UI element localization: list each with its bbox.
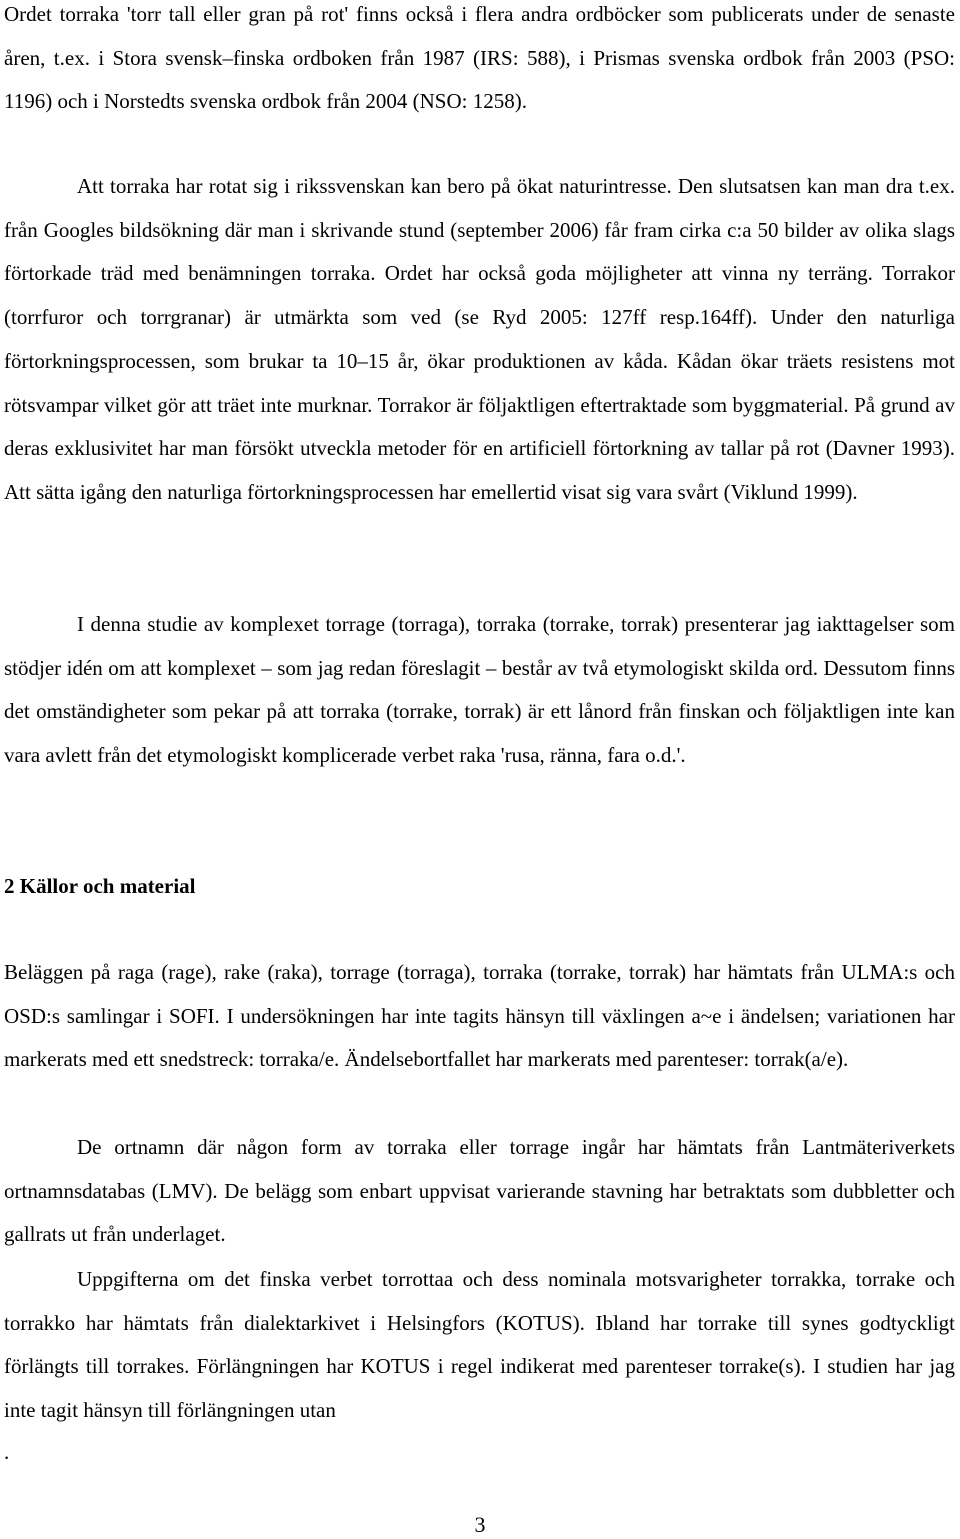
paragraph-sources-kotus: Uppgifterna om det finska verbet torrottaa och dess nominala motsvarigheter torrakka, torrake och torrakko har hämtats från dialektarkivet i Helsingfors (KOTUS). Ibland har torrake till synes godtyckligt förlängts till torrakes. Förlängningen har KOTUS i regel indikerat med parenteser torrake(s). I studien har jag inte tagit hänsyn till förlängningen utan	[4, 1267, 955, 1423]
paragraph-torraka-spread: Att torraka har rotat sig i rikssvenskan kan bero på ökat naturintresse. Den slutsatsen kan man dra t.ex. från Googles bildsökning där man i skrivande stund (september 2006) får fram cirka c:a 50 bilder av olika slags förtorkade träd med benämningen torraka. Ordet har också goda möjligheter att vinna ny terräng. Torrakor (torrfuror och torrgranar) är utmärkta som ved (se Ryd 2005: 127ff resp.164ff). Under den naturliga förtorkningsprocessen, som brukar ta 10–15 år, ökar produktionen av kåda. Kådan ökar träets resistens mot rötsvampar vilket gör att träet inte murknar. Torrakor är följaktligen eftertraktade som byggmaterial. På grund av deras exklusivitet har man försökt utveckla metoder för en artificiell förtorkning av tallar på rot (Davner 1993). Att sätta igång den naturliga förtorkningsprocessen har emellertid visat sig vara svårt (Viklund 1999).	[4, 174, 955, 504]
paragraph-study-aim: I denna studie av komplexet torrage (torraga), torraka (torrake, torrak) presenterar jag iakttagelser som stödjer idén om att komplexet – som jag redan föreslagit – består av två etymologiskt skilda ord. Dessutom finns det omständigheter som pekar på att torraka (torrake, torrak) är ett lånord från finskan och följaktligen inte kan vara avlett från det etymologiskt komplicerade verbet raka 'rusa, ränna, fara o.d.'.	[4, 612, 955, 768]
section-heading: 2 Källor och material	[4, 874, 196, 898]
page-number: 3	[474, 1512, 486, 1537]
trailing-period: .	[4, 1440, 10, 1464]
paragraph-sources-sofi: Beläggen på raga (rage), rake (raka), torrage (torraga), torraka (torrake, torrak) har hämtats från ULMA:s och OSD:s samlingar i SOFI. I undersökningen har inte tagits hänsyn till växlingen a~e i ändelsen; variationen har markerats med ett snedstreck: torraka/e. Ändelsebortfallet har markerats med parenteser: torrak(a/e).	[4, 960, 955, 1072]
paragraph-other-dictionaries: Ordet torraka 'torr tall eller gran på rot' finns också i flera andra ordböcker som publicerats under de senaste åren, t.ex. i Stora svensk–finska ordboken från 1987 (IRS: 588), i Prismas svenska ordbok från 2003 (PSO: 1196) och i Norstedts svenska ordbok från 2004 (NSO: 1258).	[4, 2, 955, 114]
paragraph-sources-lmv: De ortnamn där någon form av torraka eller torrage ingår har hämtats från Lantmäteriverkets ortnamnsdatabas (LMV). De belägg som enbart uppvisat varierande stavning har betraktats som dubbletter och gallrats ut från underlaget.	[4, 1135, 955, 1247]
